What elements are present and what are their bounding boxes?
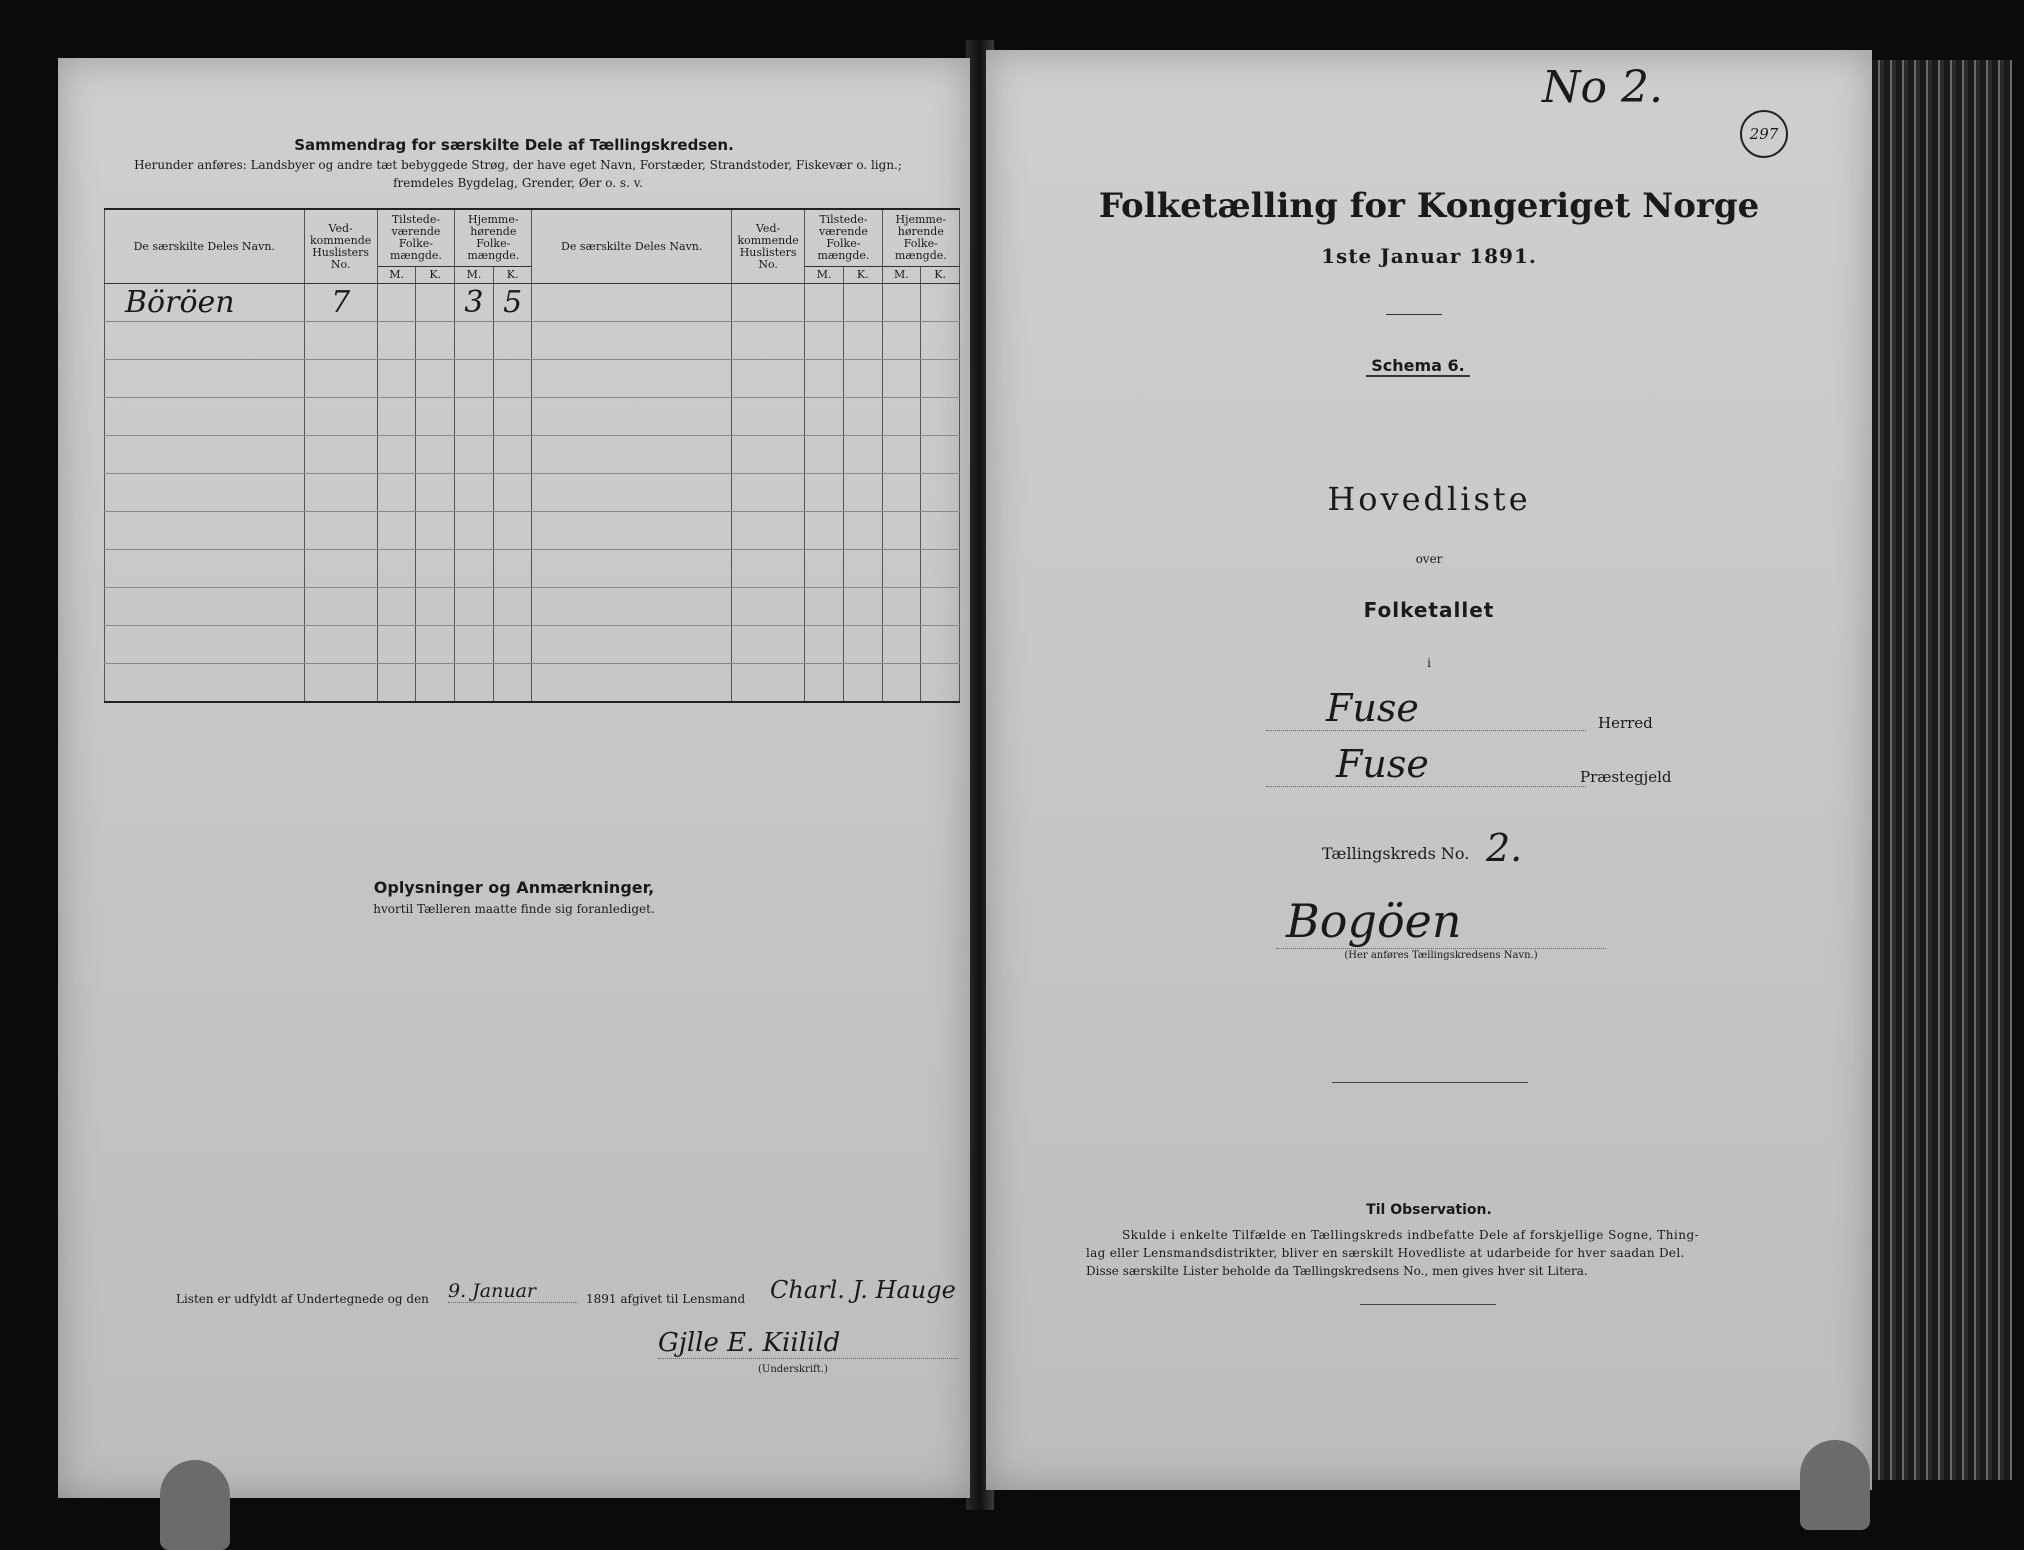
col-header-home: Hjemme- hørende Folke- mængde. — [455, 209, 532, 267]
prestegjeld-label: Præstegjeld — [1580, 768, 1672, 786]
sub-m: M. — [882, 267, 921, 284]
footer-date: 9. Januar — [448, 1280, 578, 1303]
col-header-name: De særskilte Deles Navn. — [105, 209, 305, 284]
sub-m: M. — [455, 267, 494, 284]
table-row — [105, 550, 960, 588]
footer-prefix: Listen er udfyldt af Undertegnede og den — [176, 1292, 429, 1306]
thumb-left — [160, 1460, 230, 1550]
table-row — [105, 284, 960, 322]
prestegjeld-value: Fuse — [1266, 742, 1586, 787]
main-title: Folketælling for Kongeriget Norge — [1098, 186, 1760, 226]
kreds-name: Bogöen — [1276, 894, 1606, 949]
col-header-present-2: Tilstede- værende Folke- mængde. — [805, 209, 882, 267]
right-page — [986, 50, 1872, 1490]
table-row — [105, 322, 960, 360]
kreds-name-caption: (Her anføres Tællingskredsens Navn.) — [1344, 950, 1538, 961]
row-home-k: 5 — [493, 284, 532, 322]
table-row — [105, 664, 960, 703]
summary-subtitle-2: fremdeles Bygdelag, Grender, Øer o. s. v. — [393, 176, 643, 190]
summary-subtitle-1: Herunder anføres: Landsbyer og andre tæt bebyggede Strøg, der have eget Navn, Forstæder, Strandstoder, Fiskevær o. lign.; — [134, 158, 902, 172]
table-row — [105, 626, 960, 664]
table-row — [105, 512, 960, 550]
observation-line-2: lag eller Lensmandsdistrikter, bliver en særskilt Hovedliste at udarbeide for hver saadan Del. — [1086, 1246, 1685, 1260]
divider — [1360, 1304, 1496, 1305]
observation-line-3: Disse særskilte Lister beholde da Tællingskredsens No., men gives hver sit Litera. — [1086, 1264, 1588, 1278]
notes-title: Oplysninger og Anmærkninger, — [373, 878, 655, 897]
table-row — [105, 436, 960, 474]
row-name: Böröen — [105, 284, 305, 322]
lensmand-signature: Charl. J. Hauge — [770, 1276, 956, 1304]
table-row — [105, 398, 960, 436]
herred-label: Herred — [1598, 714, 1653, 732]
row-home-m: 3 — [455, 284, 494, 322]
observation-line-1: Skulde i enkelte Tilfælde en Tællingskreds indbefatte Dele af forskjellige Sogne, Thing- — [1122, 1228, 1700, 1242]
sub-m: M. — [377, 267, 416, 284]
sub-k: K. — [843, 267, 882, 284]
row-lists: 7 — [304, 284, 377, 322]
folketallet-label: Folketallet — [1363, 598, 1495, 622]
row-present-k — [416, 284, 455, 322]
hovedliste-title: Hovedliste — [1327, 480, 1531, 518]
sub-k: K. — [493, 267, 532, 284]
divider — [1332, 1082, 1528, 1083]
over-label: over — [1415, 552, 1443, 566]
col-header-lists-2: Ved- kommende Huslisters No. — [731, 209, 804, 284]
handwritten-number: No 2. — [1542, 62, 1663, 113]
sub-k: K. — [416, 267, 455, 284]
col-header-present: Tilstede- værende Folke- mængde. — [377, 209, 454, 267]
left-page — [58, 58, 970, 1498]
enumerator-signature: Gjlle E. Kiilild — [658, 1328, 958, 1359]
summary-title: Sammendrag for særskilte Dele af Tællingskredsen. — [294, 136, 734, 154]
page-number-stamp: 297 — [1740, 110, 1788, 158]
summary-table — [104, 208, 960, 703]
herred-value: Fuse — [1266, 686, 1586, 731]
census-date: 1ste Januar 1891. — [1321, 244, 1537, 268]
footer-year: 1891 afgivet til Lensmand — [586, 1292, 746, 1306]
col-header-lists: Ved- kommende Huslisters No. — [304, 209, 377, 284]
sub-m: M. — [805, 267, 844, 284]
notes-subtitle: hvortil Tælleren maatte finde sig foranlediget. — [373, 902, 655, 916]
table-row — [105, 474, 960, 512]
table-row — [105, 588, 960, 626]
observation-title: Til Observation. — [1366, 1202, 1492, 1218]
i-label: i — [1427, 656, 1431, 670]
col-header-home-2: Hjemme- hørende Folke- mængde. — [882, 209, 959, 267]
kreds-number: 2. — [1486, 826, 1523, 870]
sub-k: K. — [921, 267, 960, 284]
underskrift-caption: (Underskrift.) — [758, 1364, 828, 1375]
kreds-label: Tællingskreds No. — [1322, 844, 1470, 863]
table-row — [105, 360, 960, 398]
schema-label: Schema 6. — [1366, 356, 1470, 377]
row-present-m — [377, 284, 416, 322]
col-header-name-2: De særskilte Deles Navn. — [532, 209, 732, 284]
page-edges — [1872, 60, 2012, 1480]
divider — [1386, 314, 1442, 315]
thumb-right — [1800, 1440, 1870, 1530]
